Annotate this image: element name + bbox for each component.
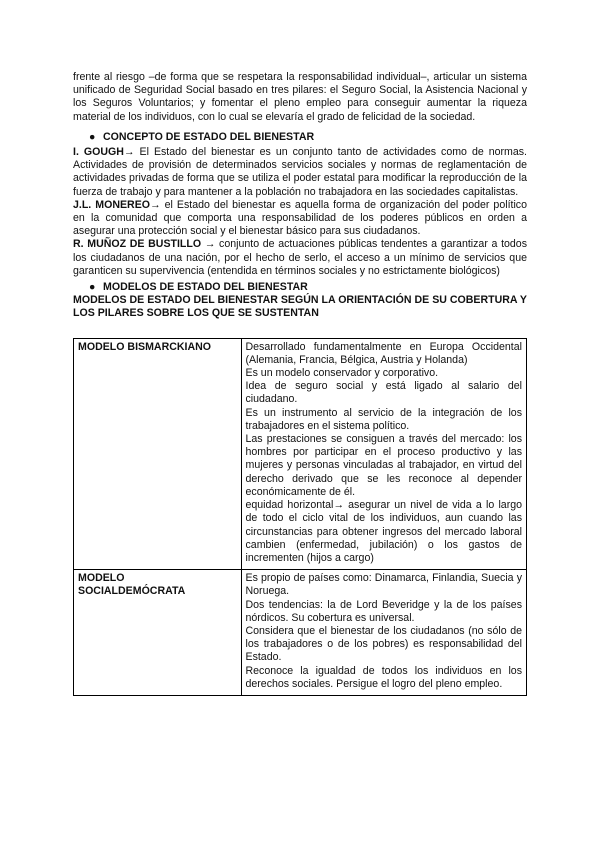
- definition-monereo: [73, 199, 527, 239]
- description-line: Las prestaciones se consiguen a través del mercado: los hombres por participar en el proceso productivo y las mujeres y personas vinculadas al trabajador, en virtud del derecho derivado que se les reconoce al depender económicamente de él.: [245, 433, 522, 498]
- model-name: MODELO: [78, 572, 125, 585]
- definition-text: → conjunto de actuaciones públicas tendentes a garantizar a todos los ciudadanos de una nación, por el hecho de serlo, el acceso a un mínimo de servicios que garanticen su supervivencia (entendida en términos sociales y no estrictamente biológicos): [73, 238, 527, 277]
- bullet-icon: ●: [89, 281, 96, 294]
- description-line: equidad horizontal→ asegurar un nivel de vida a lo largo de todo el ciclo vital de los individuos, aun cuando las circunstancias para obtener ingresos del mercado laboral cambien (enfermedad, jubilación) o los gastos de incrementen (hijos a cargo): [245, 499, 522, 564]
- model-name-cell: [74, 338, 242, 569]
- description-line: Es un modelo conservador y corporativo.: [245, 367, 439, 380]
- concept-heading-text: CONCEPTO DE ESTADO DEL BIENESTAR: [103, 130, 315, 143]
- description-line: Desarrollado fundamentalmente en Europa Occidental (Alemania, Francia, Bélgica, Austria y Holanda): [245, 340, 522, 366]
- description-line: Considera que el bienestar de los ciudadanos (no sólo de los trabajadores o de los pobres) es responsabilidad del Estado.: [245, 624, 522, 664]
- models-table: [73, 338, 527, 696]
- page-content: [73, 71, 527, 696]
- description-line: Reconoce la igualdad de todos los individuos en los derechos sociales. Persigue el logro del pleno empleo.: [245, 664, 522, 690]
- model-name: SOCIALDEMÓCRATA: [78, 585, 186, 598]
- definition-author: R. MUÑOZ DE BUSTILLO: [73, 238, 202, 251]
- definition-text: → El Estado del bienestar es un conjunto tanto de actividades como de normas. Actividades de provisión de determinados servicios sociales y normas de reglamentación de actividades privadas de forma que se utiliza el poder estatal para modificar la reproducción de la fuerza de trabajo y para mantener a la población no trabajadora en las sociedades capitalistas.: [73, 146, 527, 198]
- table-row: [74, 338, 527, 569]
- description-line: Idea de seguro social y está ligado al salario del ciudadano.: [245, 380, 522, 406]
- bullet-icon: ●: [89, 130, 96, 143]
- models-subtitle: MODELOS DE ESTADO DEL BIENESTAR SEGÚN LA ORIENTACIÓN DE SU COBERTURA Y LOS PILARES SOBRE LOS QUE SE SUSTENTAN: [73, 294, 527, 320]
- model-name-cell: [74, 570, 242, 696]
- intro-paragraph: frente al riesgo –de forma que se respetara la responsabilidad individual–, articular un sistema unificado de Seguridad Social basado en tres pilares: el Seguro Social, la Asistencia Nacional y los Seguros Voluntarios; y fomentar el pleno empleo para conseguir aumentar la riqueza material de los individuos, con lo cual se elevaría el grado de felicidad de la sociedad.: [73, 71, 527, 123]
- description-line: Dos tendencias: la de Lord Beveridge y la de los países nórdicos. Su cobertura es universal.: [245, 598, 522, 624]
- models-heading: [73, 281, 527, 294]
- definition-author: J.L. MONEREO: [73, 198, 151, 211]
- models-heading-text: MODELOS DE ESTADO DEL BIENESTAR: [103, 281, 308, 294]
- description-line: Es un instrumento al servicio de la integración de los trabajadores en el sistema político.: [245, 406, 522, 432]
- model-name: MODELO BISMARCKIANO: [78, 340, 212, 353]
- definition-bustillo: [73, 238, 527, 278]
- model-description-cell: [241, 338, 527, 569]
- description-line: Es propio de países como: Dinamarca, Finlandia, Suecia y Noruega.: [245, 572, 522, 598]
- table-row: [74, 570, 527, 696]
- definition-text: → el Estado del bienestar es aquella forma de organización del poder político en la comunidad que comporta una responsabilidad de los poderes públicos en orden a asegurar una protección social y el bienestar básico para sus ciudadanos.: [73, 198, 527, 238]
- definition-gough: [73, 146, 527, 199]
- model-description-cell: [241, 570, 527, 696]
- definition-author: I. GOUGH: [73, 146, 124, 159]
- concept-heading: [73, 131, 527, 144]
